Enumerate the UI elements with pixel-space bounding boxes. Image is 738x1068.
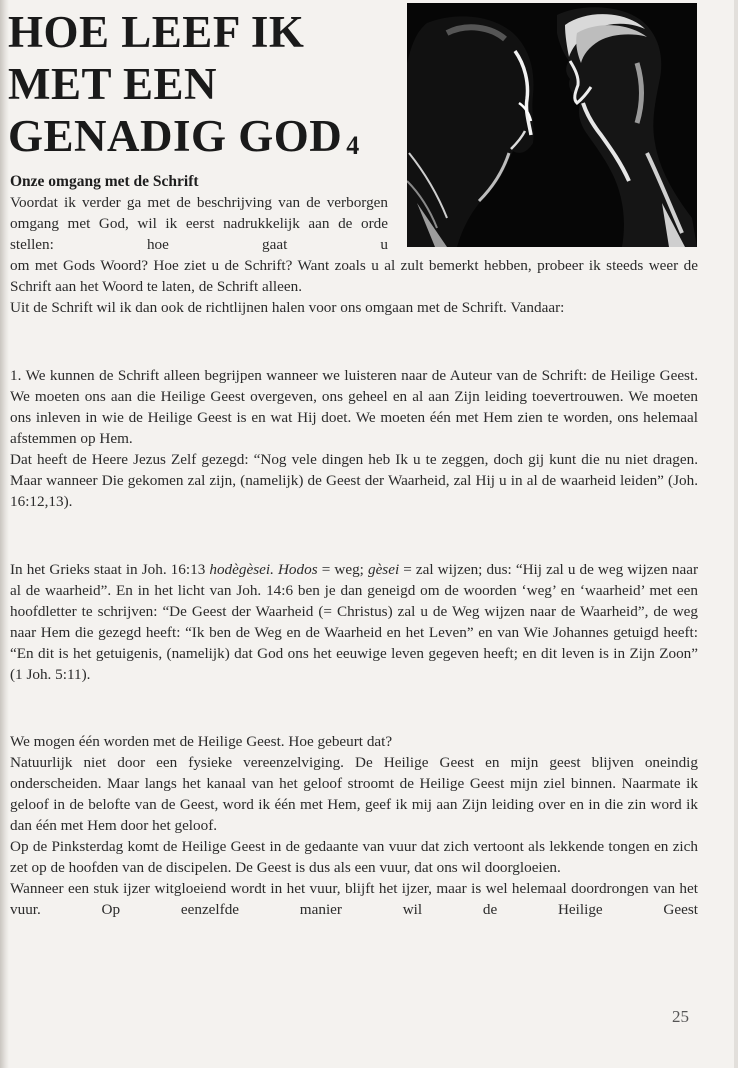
title-line-3: [8, 110, 408, 172]
paragraph-grieks: [10, 559, 698, 685]
paragraph-natuurlijk: Natuurlijk niet door een fysieke vereenzelviging. De Heilige Geest en mijn geest blijven oneindig onderscheiden. Maar langs het kanaal van het geloof stroomt de Heilige Geest mijn ziel binnen. Naarmate ik geloof in de belofte van de Geest, word ik één met Hem, geef ik mij aan Zijn leiding over en in die zin word ik dan één met Hem door het geloof.: [10, 754, 698, 834]
page-number: 25: [672, 1007, 689, 1026]
paragraph-point-1: 1. We kunnen de Schrift alleen begrijpen wanneer we luisteren naar de Auteur van de Schrift: de Heilige Geest. We moeten ons aan die Heilige Geest overgeven, ons geheel en al aan Zijn leiding toevertrouwen. We moeten ons inleven in wie de Heilige Geest is en wat Hij doet. We moeten één met Hem zien te worden, ons helemaal afstemmen op Hem.: [10, 367, 698, 447]
title-part-number: 4: [346, 131, 360, 160]
photo-couple-silhouette: [407, 3, 697, 247]
body-block-1: [10, 255, 698, 318]
article-title: [8, 6, 408, 172]
paragraph-pinksteren: Op de Pinksterdag komt de Heilige Geest in de gedaante van vuur dat zich vertoont als lekkende tongen en zich zet op de hoofden van de discipelen. De Geest is dus als een vuur, dat ons wil doorgloeien.: [10, 838, 698, 876]
title-line-1: HOE LEEF IK: [8, 7, 305, 57]
grieks-part-1: In het Grieks staat in Joh. 16:13: [10, 561, 210, 578]
body-block-2: [10, 365, 698, 512]
body-block-4: [10, 731, 698, 920]
paragraph-question: We mogen één worden met de Heilige Geest. Hoe gebeurt dat?: [10, 733, 393, 750]
photo-image: [407, 3, 697, 247]
body-block-3: [10, 559, 698, 685]
grieks-word-hodos: Hodos: [277, 561, 318, 578]
grieks-part-4: = zal wijzen; dus: “Hij zal u de weg wijzen naar al de waarheid”. En in het licht van Joh. 14:6 ben je dan geneigd om de woorden ‘weg’ en ‘waarheid’ met een hoofdletter te schrijven: “De Geest der Waarheid (= Christus) zal u de Weg wijzen naar de Waarheid”, de weg naar Hem die gezegd heeft: “Ik ben de Weg en de Waarheid en het Leven” en van Wie Johannes getuigd heeft: “En dit is het getuigenis, (namelijk) dat God ons het eeuwige leven gegeven heeft; en dit leven is in Zijn Zoon” (1 Joh. 5:11).: [10, 561, 698, 683]
intro-text-wide: om met Gods Woord? Hoe ziet u de Schrift? Want zoals u al zult bemerkt hebben, probeer ik steeds weer de Schrift aan het Woord te laten, de Schrift alleen.: [10, 257, 698, 295]
intro-text-narrow: Voordat ik verder ga met de beschrijving van de verborgen omgang met God, wil ik eerst nadrukkelijk aan de orde stellen: hoe gaat u: [10, 194, 388, 253]
page-edge: [734, 0, 738, 1068]
grieks-word-hodegesei: hodègèsei.: [209, 561, 274, 578]
paragraph-ijzer: Wanneer een stuk ijzer witgloeiend wordt in het vuur, blijft het ijzer, maar is wel helemaal doordrongen van het vuur. Op eenzelfde manier wil de Heilige Geest: [10, 880, 698, 918]
paragraph-jezus-quote: Dat heeft de Heere Jezus Zelf gezegd: “Nog vele dingen heb Ik u te zeggen, doch gij kunt die nu niet dragen. Maar wanneer Die gekomen zal zijn, (namelijk) de Geest der Waarheid, zal Hij u in al de waarheid leiden” (Joh. 16:12,13).: [10, 451, 698, 510]
paragraph-vandaar: Uit de Schrift wil ik dan ook de richtlijnen halen voor ons omgaan met de Schrift. Vandaar:: [10, 299, 565, 316]
grieks-word-gesei: gèsei: [367, 561, 400, 578]
grieks-part-3: = weg;: [317, 561, 368, 578]
title-line-3-text: GENADIG GOD: [8, 111, 343, 161]
section-heading: Onze omgang met de Schrift: [10, 173, 199, 190]
title-line-2: MET EEN: [8, 59, 217, 109]
intro-paragraph-narrow: [10, 192, 388, 255]
